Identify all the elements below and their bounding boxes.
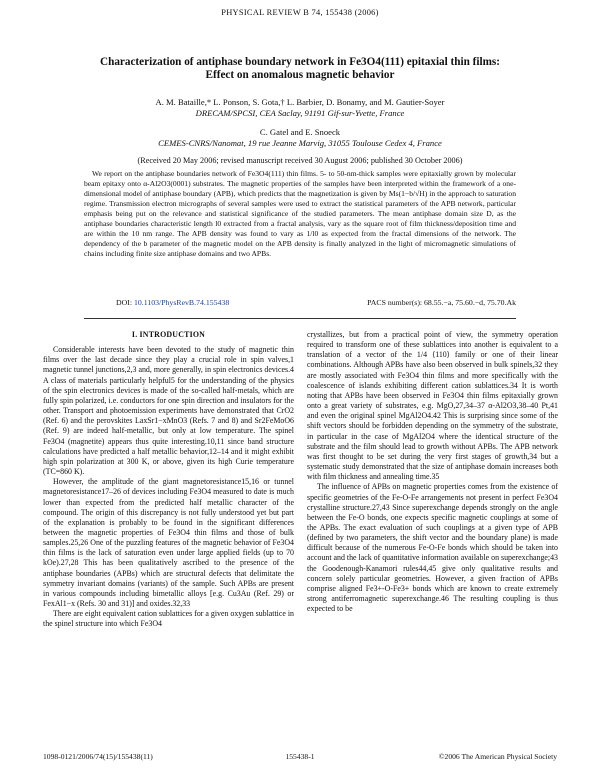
author-block xyxy=(60,97,540,149)
footer-copyright: ©2006 The American Physical Society xyxy=(438,752,557,761)
right-column xyxy=(307,330,558,614)
title-line-2: Effect on anomalous magnetic behavior xyxy=(205,69,395,82)
paper-title xyxy=(70,56,530,83)
abstract: We report on the antiphase boundaries network of Fe3O4(111) thin films. 5- to 50-nm-thick samples were epitaxially grown by molecular beam epitaxy onto α-Al2O3(0001) substrates. The magnetic properties of the samples have been interpreted within the framework of a one-dimensional model of antiphase boundary (APB), which predicts that the magnetization is given by Ms(1−b/√H) in the approach to saturation regime. Transmission electron micrographs of several samples were used to extract the statistical parameters of the APB network, particular emphasis being put on the relevance and statistical significance of the studied parameters. The mean antiphase domain size D, as the antiphase boundaries characteristic length l0 extracted from a fractal analysis, vary as the square root of film thickness/deposition time and are within the 10 nm range. The APB density was found to vary as 1/l0 as expected from the fractal dimensions of the network. The dependency of the b parameter of the magnetic model on the APB density is finally analyzed in the light of micromagnetic simulations of chains including finite size antiphase domains and two APBs. xyxy=(84,169,516,258)
publication-dates: (Received 20 May 2006; revised manuscript received 30 August 2006; published 30 October 2006) xyxy=(137,156,463,165)
footer-issn: 1098-0121/2006/74(15)/155438(11) xyxy=(43,752,153,761)
doi-pacs-row xyxy=(84,298,516,309)
doi-link[interactable]: 10.1103/PhysRevB.74.155438 xyxy=(133,298,230,307)
left-column xyxy=(43,330,294,630)
footer-page-number: 155438-1 xyxy=(285,752,315,761)
page-footer xyxy=(43,752,557,764)
intro-paragraph-1: Considerable interests have been devoted to the study of magnetic thin films over the last decade since they play a crucial role in spin valves,1 magnetic tunnel junctions,2,3 and, more generally, in spin electronics devices.4 A class of materials particularly helpful5 for the understanding of the physics of the spin electronics devices is made of the so-called half-metals, which are fully spin polarized, i.e. conductors for one spin direction and insulators for the other. Transport and photoemission experiments have demonstrated that CrO2 (Ref. 6) and the perovskites LaxSr1−xMnO3 (Refs. 7 and 8) and Sr2FeMoO6 (Ref. 9) are indeed half-metallic, but only at low temperature. The spinel Fe3O4 (magnetite) appears thus quite interesting.10,11 since band structure calculations have predicted a half metallic behavior,12–14 and it might exhibit high spin polarization at 300 K, or above, given its high Curie temperature (TC=860 K). xyxy=(43,345,294,477)
intro-paragraph-3: There are eight equivalent cation sublattices for a given oxygen sublattice in the spinel structure into which Fe3O4 xyxy=(43,609,294,629)
pacs-numbers: PACS number(s): 68.55.−a, 75.60.−d, 75.70.Ak xyxy=(367,298,516,307)
affiliation-2: CEMES-CNRS/Nanomat, 19 rue Jeanne Marvig, 31055 Toulouse Cedex 4, France xyxy=(158,138,442,148)
author-list-1: A. M. Bataille,* L. Ponson, S. Gota,† L. Barbier, D. Bonamy, and M. Gautier-Soyer xyxy=(155,97,445,107)
doi-label: DOI: xyxy=(116,298,133,307)
intro-paragraph-2: However, the amplitude of the giant magnetoresistance15,16 or tunnel magnetoresistance17–26 of devices including Fe3O4 measured to date is much lower than expected from the predicted half metallic character of the compound. The origin of this discrepancy is not fully understood yet but part of the explanation is probably to be found in the significant differences between the magnetic properties of Fe3O4 thin films and those of bulk samples.25,26 One of the puzzling features of the magnetic behavior of Fe3O4 thin films is the lack of saturation even under large applied fields (up to 70 kOe).27,28 This has been qualitatively ascribed to the presence of the antiphase boundaries (APBs) which are structural defects that delimitate the symmetry invariant domains (variants) of the sample. Such APBs are present in various compounds including bimetallic alloys [e.g. Cu3Au (Ref. 29) or FexAl1−x (Refs. 30 and 31)] and oxides.32,33 xyxy=(43,477,294,609)
affiliation-1: DRECAM/SPCSI, CEA Saclay, 91191 Gif-sur-Yvette, France xyxy=(195,108,405,118)
right-paragraph-2: The influence of APBs on magnetic properties comes from the existence of specific geometries of the Fe-O-Fe arrangements not present in perfect Fe3O4 crystalline structure.27,43 Since superexchange depends strongly on the angle between the Fe-O bonds, one expects specific magnetic couplings at some of the APBs. The exact evaluation of such couplings at a given type of APB (defined by two parameters, the shift vector and the boundary plane) is made difficult because of the numerous Fe-O-Fe bonds which should be taken into account and the lack of quantitative information available on superexchange;43 the Goodenough-Kanamori rules44,45 give only qualitative results and concern solely particular geometries. However, a given fraction of APBs comprise aligned Fe3+-O-Fe3+ bonds which are known to create extremely strong antiferromagnetic superexchange.46 The resulting coupling is thus expected to be xyxy=(307,482,558,614)
section-heading-introduction: I. INTRODUCTION xyxy=(131,330,206,339)
author-list-2: C. Gatel and E. Snoeck xyxy=(259,127,341,137)
section-divider xyxy=(84,318,516,319)
title-line-1: Characterization of antiphase boundary network in Fe3O4(111) epitaxial thin films: xyxy=(100,56,500,68)
doi xyxy=(116,298,229,307)
right-paragraph-1: crystallizes, but from a practical point of view, the symmetry operation required to transform one of these sublattices into another is equivalent to a translation of a vector of the 1/4 ⟨110⟩ family or one of their linear combinations. Although APBs have also been observed in bulk spinels,32 they are mostly associated with Fe3O4 thin films and more specifically with the coalescence of islands exhibiting different cation sublattices.34 It is worth noting that APBs have been observed in Fe3O4 thin films epitaxially grown onto a great variety of substrates, e.g. MgO,27,34–37 α-Al2O3,38–40 Pt,41 and even the original spinel MgAl2O4.42 This is surprising since some of the shift vectors should be forbidden depending on the symmetry of the substrate, in particular in the case of MgAl2O4 where the identical structure of the substrate and the film should lead to growth without APBs. The APB network was first thought to be set during the very first stages of growth,34 but a systematic study demonstrated that the size of antiphase domain increases both with film thickness and annealing time.35 xyxy=(307,330,558,482)
running-header: PHYSICAL REVIEW B 74, 155438 (2006) xyxy=(221,8,379,17)
